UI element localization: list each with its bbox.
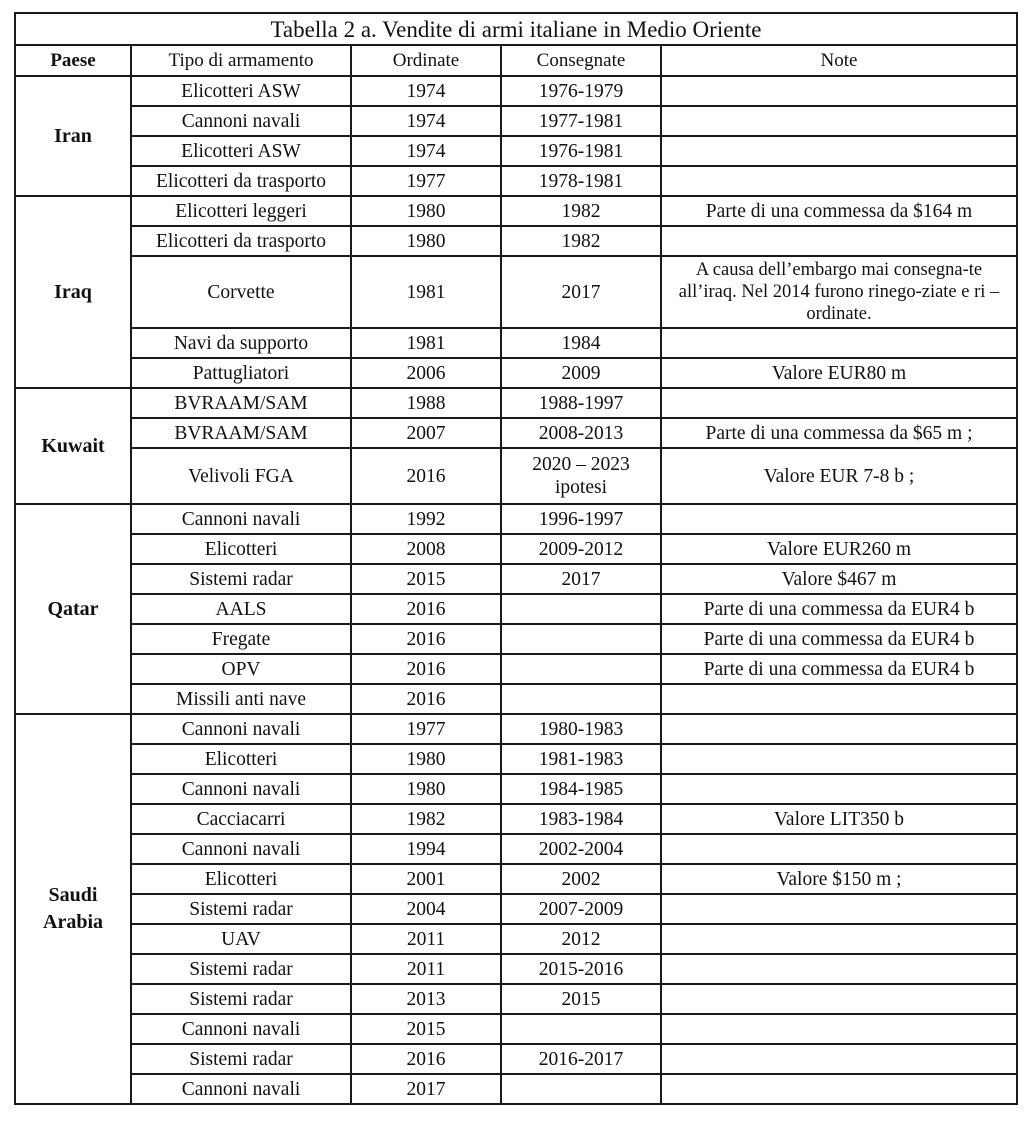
tipo-cell: Fregate [131, 624, 351, 654]
tipo-cell: Elicotteri [131, 744, 351, 774]
country-cell: Iran [15, 76, 131, 196]
note-cell: Valore EUR80 m [661, 358, 1017, 388]
table-body [15, 76, 1017, 1104]
ordinate-cell: 2015 [351, 1014, 501, 1044]
consegnate-cell: 2020 – 2023 ipotesi [501, 448, 661, 504]
consegnate-cell: 2016-2017 [501, 1044, 661, 1074]
table-row [15, 564, 1017, 594]
consegnate-cell: 1996-1997 [501, 504, 661, 534]
tipo-cell: Cannoni navali [131, 774, 351, 804]
table-row [15, 76, 1017, 106]
header-row [15, 45, 1017, 76]
ordinate-cell: 1981 [351, 256, 501, 328]
tipo-cell: Cannoni navali [131, 714, 351, 744]
table-row [15, 684, 1017, 714]
consegnate-cell: 2017 [501, 256, 661, 328]
ordinate-cell: 2016 [351, 594, 501, 624]
consegnate-cell: 2015-2016 [501, 954, 661, 984]
table-row [15, 1074, 1017, 1104]
ordinate-cell: 2017 [351, 1074, 501, 1104]
note-cell: Valore LIT350 b [661, 804, 1017, 834]
table-row [15, 136, 1017, 166]
note-cell [661, 1014, 1017, 1044]
consegnate-cell [501, 654, 661, 684]
tipo-cell: Elicotteri da trasporto [131, 226, 351, 256]
consegnate-cell [501, 624, 661, 654]
ordinate-cell: 2016 [351, 1044, 501, 1074]
tipo-cell: Sistemi radar [131, 564, 351, 594]
country-cell: Qatar [15, 504, 131, 714]
note-cell [661, 834, 1017, 864]
tipo-cell: Velivoli FGA [131, 448, 351, 504]
note-cell [661, 984, 1017, 1014]
table-row [15, 166, 1017, 196]
tipo-cell: Pattugliatori [131, 358, 351, 388]
country-cell: Kuwait [15, 388, 131, 504]
ordinate-cell: 1994 [351, 834, 501, 864]
consegnate-cell [501, 1074, 661, 1104]
country-cell: Saudi Arabia [15, 714, 131, 1104]
table-row [15, 924, 1017, 954]
table-row [15, 624, 1017, 654]
note-cell [661, 684, 1017, 714]
tipo-cell: Cacciacarri [131, 804, 351, 834]
ordinate-cell: 2013 [351, 984, 501, 1014]
col-header-note: Note [661, 45, 1017, 76]
ordinate-cell: 2011 [351, 954, 501, 984]
ordinate-cell: 1980 [351, 744, 501, 774]
consegnate-cell: 2002 [501, 864, 661, 894]
ordinate-cell: 2004 [351, 894, 501, 924]
consegnate-cell: 1988-1997 [501, 388, 661, 418]
note-cell [661, 504, 1017, 534]
table-row [15, 226, 1017, 256]
consegnate-cell: 2007-2009 [501, 894, 661, 924]
consegnate-cell: 2009 [501, 358, 661, 388]
table-row [15, 894, 1017, 924]
tipo-cell: Sistemi radar [131, 984, 351, 1014]
tipo-cell: Elicotteri [131, 534, 351, 564]
tipo-cell: Elicotteri leggeri [131, 196, 351, 226]
tipo-cell: Cannoni navali [131, 1074, 351, 1104]
tipo-cell: Cannoni navali [131, 106, 351, 136]
ordinate-cell: 2016 [351, 624, 501, 654]
consegnate-cell: 1982 [501, 226, 661, 256]
consegnate-cell: 1984 [501, 328, 661, 358]
note-cell [661, 774, 1017, 804]
table-row [15, 534, 1017, 564]
ordinate-cell: 2016 [351, 448, 501, 504]
ordinate-cell: 1980 [351, 226, 501, 256]
note-cell: Parte di una commessa da EUR4 b [661, 654, 1017, 684]
ordinate-cell: 1974 [351, 106, 501, 136]
note-cell [661, 924, 1017, 954]
table-row [15, 388, 1017, 418]
tipo-cell: BVRAAM/SAM [131, 418, 351, 448]
note-cell [661, 744, 1017, 774]
note-cell: Valore $150 m ; [661, 864, 1017, 894]
ordinate-cell: 1977 [351, 714, 501, 744]
consegnate-cell: 1976-1979 [501, 76, 661, 106]
ordinate-cell: 1980 [351, 196, 501, 226]
ordinate-cell: 2008 [351, 534, 501, 564]
table-row [15, 654, 1017, 684]
tipo-cell: AALS [131, 594, 351, 624]
table-row [15, 744, 1017, 774]
table-row [15, 1014, 1017, 1044]
note-cell [661, 954, 1017, 984]
consegnate-cell [501, 684, 661, 714]
ordinate-cell: 1988 [351, 388, 501, 418]
table-row [15, 714, 1017, 744]
tipo-cell: UAV [131, 924, 351, 954]
ordinate-cell: 2007 [351, 418, 501, 448]
ordinate-cell: 2001 [351, 864, 501, 894]
table-row [15, 328, 1017, 358]
ordinate-cell: 2015 [351, 564, 501, 594]
ordinate-cell: 1980 [351, 774, 501, 804]
ordinate-cell: 1974 [351, 136, 501, 166]
note-cell [661, 166, 1017, 196]
tipo-cell: Cannoni navali [131, 1014, 351, 1044]
ordinate-cell: 1982 [351, 804, 501, 834]
ordinate-cell: 2016 [351, 684, 501, 714]
consegnate-cell: 1983-1984 [501, 804, 661, 834]
tipo-cell: Corvette [131, 256, 351, 328]
note-cell: Parte di una commessa da $164 m [661, 196, 1017, 226]
table-row [15, 984, 1017, 1014]
table-row [15, 358, 1017, 388]
table-row [15, 448, 1017, 504]
consegnate-cell: 2012 [501, 924, 661, 954]
note-cell [661, 76, 1017, 106]
ordinate-cell: 2011 [351, 924, 501, 954]
ordinate-cell: 1974 [351, 76, 501, 106]
table-row [15, 418, 1017, 448]
consegnate-cell [501, 594, 661, 624]
note-cell: Valore EUR 7-8 b ; [661, 448, 1017, 504]
table-row [15, 954, 1017, 984]
consegnate-cell: 1984-1985 [501, 774, 661, 804]
note-cell: Valore $467 m [661, 564, 1017, 594]
table-row [15, 774, 1017, 804]
tipo-cell: Elicotteri ASW [131, 136, 351, 166]
tipo-cell: Cannoni navali [131, 504, 351, 534]
note-cell [661, 388, 1017, 418]
note-cell [661, 1074, 1017, 1104]
tipo-cell: Elicotteri ASW [131, 76, 351, 106]
table-row [15, 834, 1017, 864]
table-row [15, 864, 1017, 894]
consegnate-cell [501, 1014, 661, 1044]
tipo-cell: Sistemi radar [131, 954, 351, 984]
consegnate-cell: 1977-1981 [501, 106, 661, 136]
note-cell [661, 1044, 1017, 1074]
consegnate-cell: 2009-2012 [501, 534, 661, 564]
arms-sales-table [14, 12, 1018, 1105]
table-row [15, 594, 1017, 624]
tipo-cell: Elicotteri da trasporto [131, 166, 351, 196]
note-cell: A causa dell’embargo mai consegna-te all’iraq. Nel 2014 furono rinego-ziate e ri – ordinate. [661, 256, 1017, 328]
col-header-tipo: Tipo di armamento [131, 45, 351, 76]
note-cell: Parte di una commessa da $65 m ; [661, 418, 1017, 448]
col-header-consegnate: Consegnate [501, 45, 661, 76]
table-row [15, 804, 1017, 834]
ordinate-cell: 1992 [351, 504, 501, 534]
table-row [15, 106, 1017, 136]
consegnate-cell: 1976-1981 [501, 136, 661, 166]
tipo-cell: Sistemi radar [131, 1044, 351, 1074]
ordinate-cell: 2016 [351, 654, 501, 684]
consegnate-cell: 2017 [501, 564, 661, 594]
consegnate-cell: 1982 [501, 196, 661, 226]
note-cell [661, 136, 1017, 166]
table-row [15, 256, 1017, 328]
note-cell [661, 328, 1017, 358]
table-row [15, 1044, 1017, 1074]
ordinate-cell: 1981 [351, 328, 501, 358]
table-row [15, 504, 1017, 534]
note-cell [661, 226, 1017, 256]
tipo-cell: BVRAAM/SAM [131, 388, 351, 418]
note-cell [661, 894, 1017, 924]
consegnate-cell: 1978-1981 [501, 166, 661, 196]
tipo-cell: OPV [131, 654, 351, 684]
tipo-cell: Navi da supporto [131, 328, 351, 358]
tipo-cell: Cannoni navali [131, 834, 351, 864]
consegnate-cell: 1981-1983 [501, 744, 661, 774]
table-row [15, 196, 1017, 226]
note-cell: Parte di una commessa da EUR4 b [661, 624, 1017, 654]
consegnate-cell: 1980-1983 [501, 714, 661, 744]
tipo-cell: Elicotteri [131, 864, 351, 894]
consegnate-cell: 2002-2004 [501, 834, 661, 864]
ordinate-cell: 1977 [351, 166, 501, 196]
note-cell: Parte di una commessa da EUR4 b [661, 594, 1017, 624]
consegnate-cell: 2008-2013 [501, 418, 661, 448]
tipo-cell: Missili anti nave [131, 684, 351, 714]
table-title: Tabella 2 a. Vendite di armi italiane in Medio Oriente [15, 13, 1017, 45]
consegnate-cell: 2015 [501, 984, 661, 1014]
tipo-cell: Sistemi radar [131, 894, 351, 924]
col-header-ordinate: Ordinate [351, 45, 501, 76]
col-header-paese: Paese [15, 45, 131, 76]
note-cell [661, 714, 1017, 744]
note-cell: Valore EUR260 m [661, 534, 1017, 564]
country-cell: Iraq [15, 196, 131, 388]
note-cell [661, 106, 1017, 136]
ordinate-cell: 2006 [351, 358, 501, 388]
